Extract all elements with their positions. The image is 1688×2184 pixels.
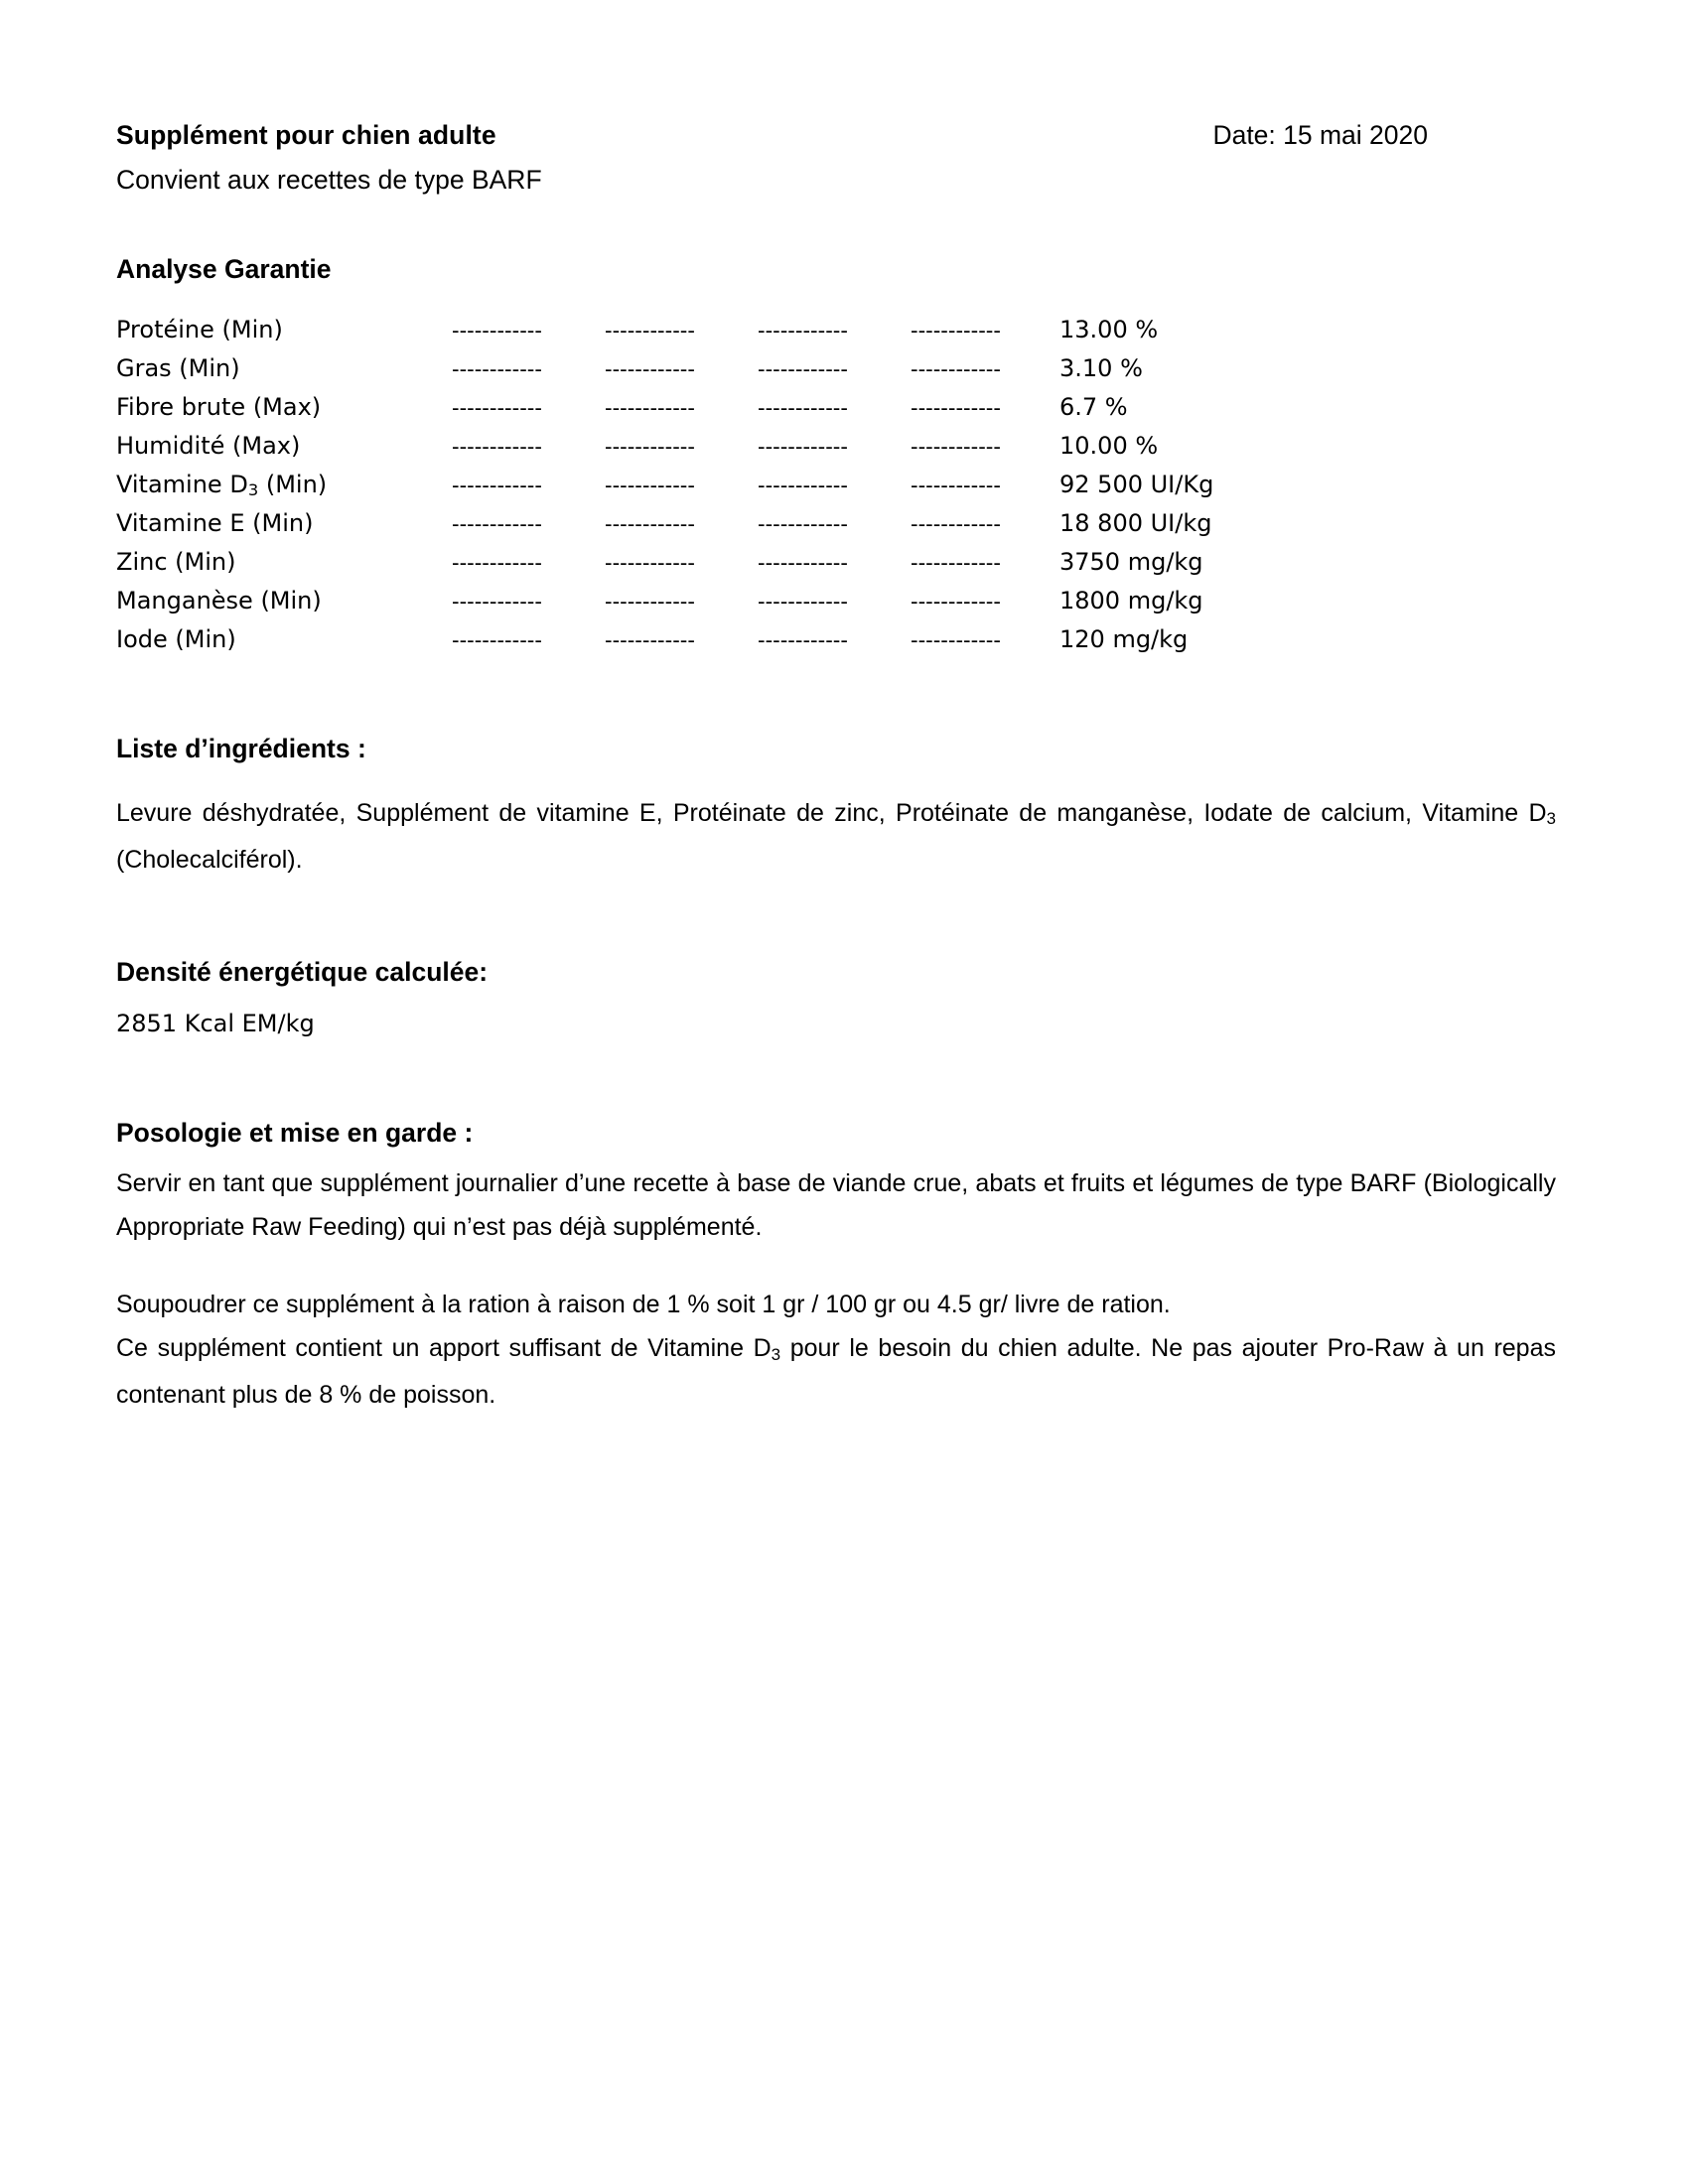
table-row [116,350,1561,389]
nutrient-value: 13.00 % [1059,316,1159,344]
dash-leader: ------------ [605,589,695,614]
dash-leader: ------------ [605,473,695,497]
dash-leader: ------------ [911,551,1001,576]
dash-leader: ------------ [911,473,1001,497]
ingredients-paragraph [116,791,1556,882]
section-heading-analyse-garantie: Analyse Garantie [116,254,332,285]
dash-leader: ------------ [605,512,695,537]
guaranteed-analysis-body [116,312,1561,659]
table-row [116,544,1561,583]
dash-leader: ------------ [605,434,695,459]
dash-leader: ------------ [452,551,542,576]
table-row [116,467,1561,506]
nutrient-value: 3.10 % [1059,354,1143,383]
nutrient-value: 18 800 UI/kg [1059,509,1212,538]
document-date: Date: 15 mai 2020 [1212,120,1428,150]
section-heading-posologie: Posologie et mise en garde : [116,1117,474,1148]
nutrient-name: Fibre brute (Max) [116,392,322,421]
dash-leader: ------------ [605,395,695,420]
dash-leader: ------------ [605,627,695,652]
posology-text-tail: pour le besoin du chien adulte. Ne pas ajouter Pro-Raw à un repas contenant plus de 8 % de poisson. [116,1334,1556,1410]
nutrient-value: 6.7 % [1059,392,1128,421]
nutrient-value: 92 500 UI/Kg [1059,470,1214,498]
nutrient-name: Manganèse (Min) [116,586,322,614]
nutrient-value: 1800 mg/kg [1059,586,1203,614]
table-row [116,505,1561,544]
dash-leader: ------------ [758,551,848,576]
subscript-3: 3 [1546,809,1556,829]
section-heading-densite-energetique: Densité énergétique calculée: [116,956,489,987]
nutrient-name: Vitamine E (Min) [116,509,314,538]
dash-leader: ------------ [911,319,1001,343]
dash-leader: ------------ [452,473,542,497]
nutrient-name: Protéine (Min) [116,316,283,344]
dash-leader: ------------ [758,434,848,459]
posology-paragraph-3 [116,1326,1556,1417]
dash-leader: ------------ [452,357,542,382]
ingredients-text: Levure déshydratée, Supplément de vitamine E, Protéinate de zinc, Protéinate de manganèse, Iodate de calcium, Vitamine D [116,798,1547,827]
nutrient-name: Humidité (Max) [116,431,301,460]
ingredients-text-tail: (Cholecalciférol). [116,845,303,874]
nutrient-value: 3750 mg/kg [1059,548,1203,577]
nutrient-name: Vitamine $D_3$ (Min) [116,470,328,500]
dash-leader: ------------ [758,473,848,497]
subscript-3: 3 [771,1344,781,1364]
dash-leader: ------------ [758,319,848,343]
dash-leader: ------------ [758,512,848,537]
dash-leader: ------------ [758,589,848,614]
dash-leader: ------------ [911,512,1001,537]
posology-paragraph-1: Servir en tant que supplément journalier d’une recette à base de viande crue, abats et fruits et légumes de type BARF (Biologically Appropriate Raw Feeding) qui n’est pas déjà supplémenté. [116,1169,1556,1242]
page-title: Supplément pour chien adulte [116,120,496,150]
table-row [116,621,1561,660]
dash-leader: ------------ [452,589,542,614]
energy-density-value: 2851 Kcal EM/kg [116,1009,315,1037]
table-row [116,428,1561,467]
posology-paragraph-2: Soupoudrer ce supplément à la ration à raison de 1 % soit 1 gr / 100 gr ou 4.5 gr/ livre de ration. [116,1291,1171,1319]
dash-leader: ------------ [911,589,1001,614]
table-row [116,312,1561,350]
dash-leader: ------------ [758,627,848,652]
dash-leader: ------------ [605,357,695,382]
dash-leader: ------------ [605,319,695,343]
dash-leader: ------------ [452,395,542,420]
subscript-3: 3 [247,480,259,500]
nutrient-name: Gras (Min) [116,354,240,383]
nutrient-value: 10.00 % [1059,431,1159,460]
dash-leader: ------------ [911,357,1001,382]
dash-leader: ------------ [911,395,1001,420]
dash-leader: ------------ [452,434,542,459]
dash-leader: ------------ [452,627,542,652]
guaranteed-analysis-table [116,312,1561,659]
dash-leader: ------------ [911,434,1001,459]
nutrient-name: Zinc (Min) [116,548,236,577]
document-header [116,119,1561,152]
nutrient-name: Iode (Min) [116,624,236,653]
section-heading-liste-ingredients: Liste d’ingrédients : [116,733,366,763]
dash-leader: ------------ [911,627,1001,652]
document-content [116,119,1561,1417]
nutrient-value: 120 mg/kg [1059,624,1189,653]
dash-leader: ------------ [452,319,542,343]
dash-leader: ------------ [758,357,848,382]
document-subtitle: Convient aux recettes de type BARF [116,165,542,196]
table-row [116,389,1561,428]
dash-leader: ------------ [452,512,542,537]
dash-leader: ------------ [605,551,695,576]
table-row [116,583,1561,621]
posology-text: Ce supplément contient un apport suffisant de Vitamine D [116,1334,772,1363]
dash-leader: ------------ [758,395,848,420]
